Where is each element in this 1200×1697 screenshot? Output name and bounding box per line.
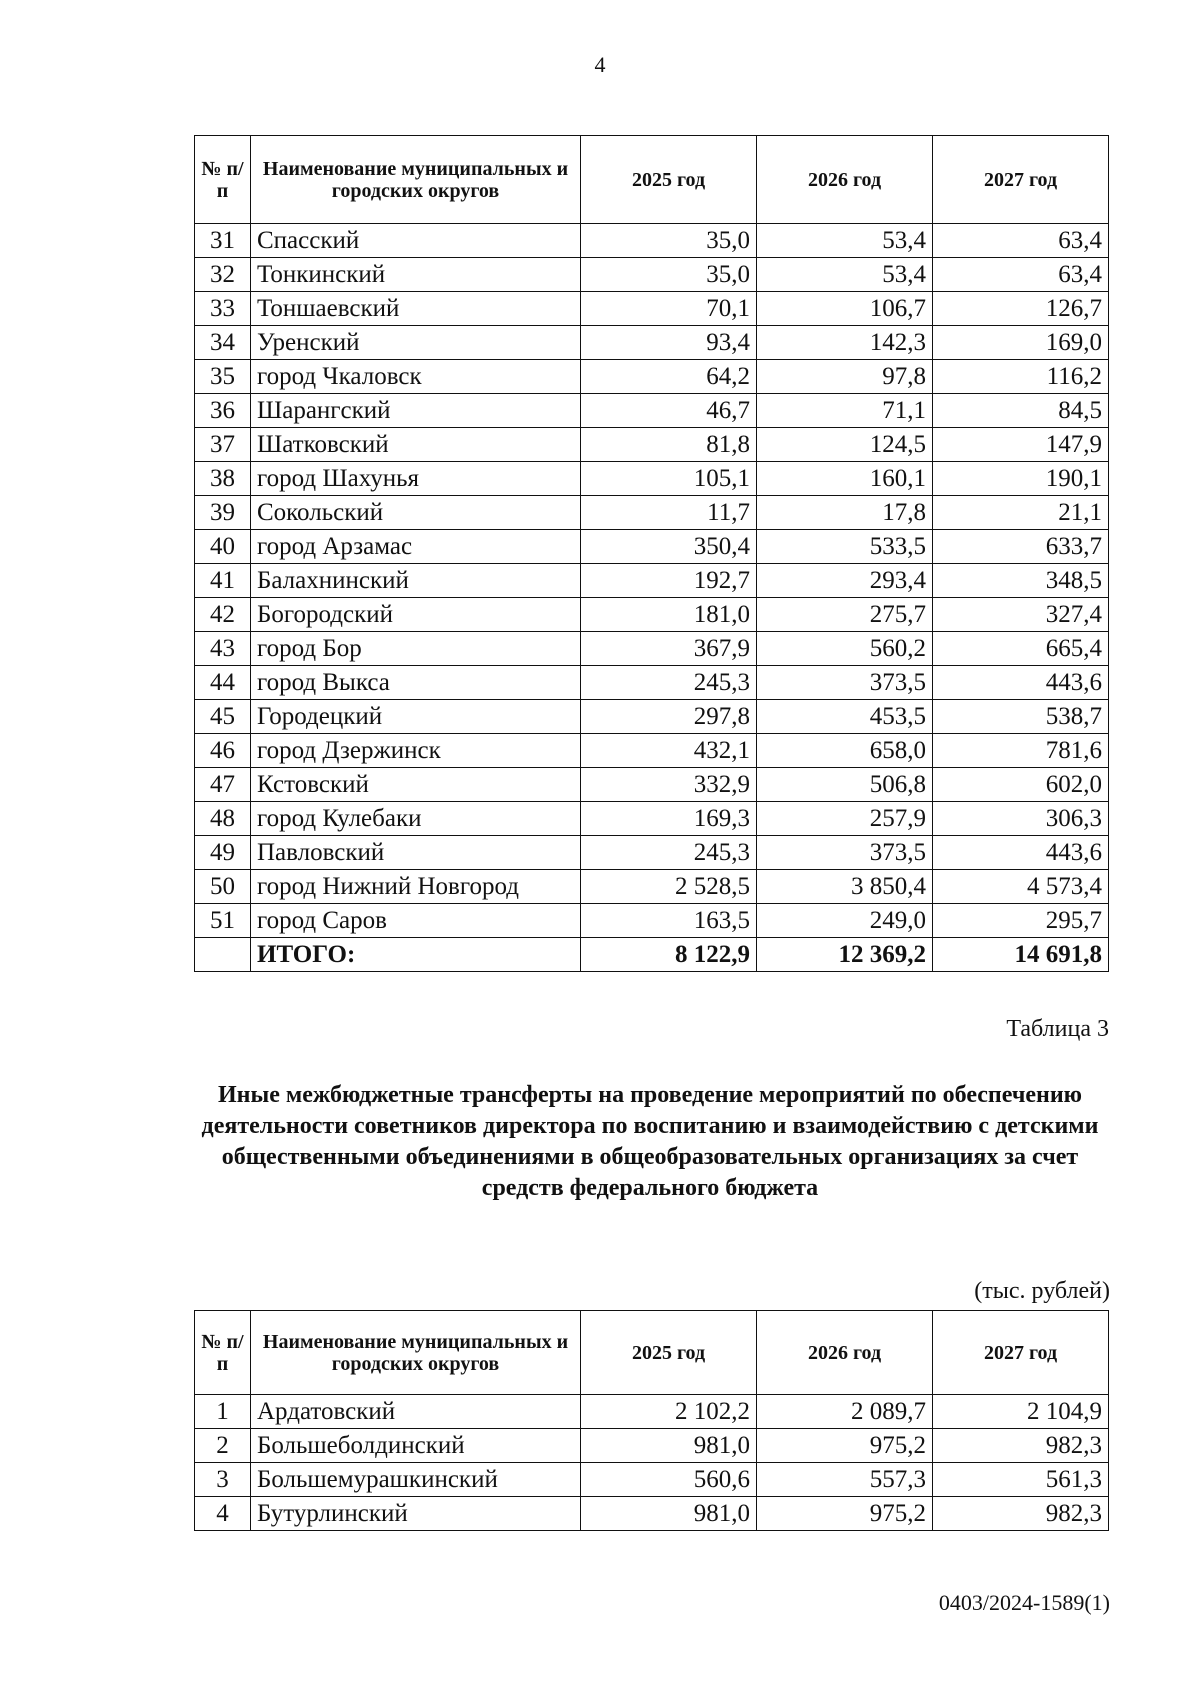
row-number: 32	[195, 258, 251, 292]
value-2025: 2 102,2	[581, 1395, 757, 1429]
value-2026: 249,0	[757, 904, 933, 938]
value-2027: 665,4	[933, 632, 1109, 666]
row-number: 45	[195, 700, 251, 734]
value-2027: 561,3	[933, 1463, 1109, 1497]
municipality-name: город Шахунья	[251, 462, 581, 496]
row-number: 50	[195, 870, 251, 904]
units-label: (тыс. рублей)	[974, 1278, 1110, 1304]
value-2025: 245,3	[581, 666, 757, 700]
value-2025: 560,6	[581, 1463, 757, 1497]
row-number: 44	[195, 666, 251, 700]
municipal-table-continued	[194, 135, 1109, 972]
municipality-name: Городецкий	[251, 700, 581, 734]
municipality-name: город Саров	[251, 904, 581, 938]
value-2025: 367,9	[581, 632, 757, 666]
table-row	[195, 836, 1109, 870]
header-no: № п/п	[195, 136, 251, 224]
total-2027: 14 691,8	[933, 938, 1109, 972]
value-2025: 297,8	[581, 700, 757, 734]
table-row	[195, 598, 1109, 632]
table-row	[195, 700, 1109, 734]
value-2026: 71,1	[757, 394, 933, 428]
value-2025: 105,1	[581, 462, 757, 496]
table-row	[195, 496, 1109, 530]
value-2026: 506,8	[757, 768, 933, 802]
municipality-name: Павловский	[251, 836, 581, 870]
municipality-name: Большеболдинский	[251, 1429, 581, 1463]
municipality-name: город Чкаловск	[251, 360, 581, 394]
value-2026: 97,8	[757, 360, 933, 394]
value-2027: 2 104,9	[933, 1395, 1109, 1429]
municipality-name: Спасский	[251, 224, 581, 258]
municipality-name: Большемурашкинский	[251, 1463, 581, 1497]
value-2025: 181,0	[581, 598, 757, 632]
value-2025: 981,0	[581, 1429, 757, 1463]
total-2026: 12 369,2	[757, 938, 933, 972]
table-row	[195, 768, 1109, 802]
value-2027: 4 573,4	[933, 870, 1109, 904]
row-number: 31	[195, 224, 251, 258]
value-2027: 443,6	[933, 836, 1109, 870]
value-2027: 781,6	[933, 734, 1109, 768]
row-number: 1	[195, 1395, 251, 1429]
header-2026: 2026 год	[757, 136, 933, 224]
row-number: 34	[195, 326, 251, 360]
table-row	[195, 258, 1109, 292]
value-2026: 373,5	[757, 666, 933, 700]
municipality-name: Шатковский	[251, 428, 581, 462]
row-number: 36	[195, 394, 251, 428]
table-row	[195, 632, 1109, 666]
table-label: Таблица 3	[1006, 1016, 1109, 1042]
row-number: 51	[195, 904, 251, 938]
value-2026: 106,7	[757, 292, 933, 326]
row-number: 39	[195, 496, 251, 530]
table-row	[195, 564, 1109, 598]
table-row	[195, 1497, 1109, 1531]
value-2025: 35,0	[581, 258, 757, 292]
value-2025: 432,1	[581, 734, 757, 768]
value-2026: 160,1	[757, 462, 933, 496]
value-2025: 350,4	[581, 530, 757, 564]
table-header-row	[195, 136, 1109, 224]
table-row	[195, 870, 1109, 904]
row-number: 4	[195, 1497, 251, 1531]
row-number: 33	[195, 292, 251, 326]
value-2025: 81,8	[581, 428, 757, 462]
table-row	[195, 530, 1109, 564]
value-2026: 293,4	[757, 564, 933, 598]
value-2026: 975,2	[757, 1497, 933, 1531]
value-2027: 602,0	[933, 768, 1109, 802]
municipality-name: Ардатовский	[251, 1395, 581, 1429]
table-header-row	[195, 1311, 1109, 1395]
row-number: 38	[195, 462, 251, 496]
row-number: 41	[195, 564, 251, 598]
header-no: № п/п	[195, 1311, 251, 1395]
value-2026: 975,2	[757, 1429, 933, 1463]
value-2027: 126,7	[933, 292, 1109, 326]
table-row	[195, 462, 1109, 496]
value-2027: 306,3	[933, 802, 1109, 836]
value-2026: 275,7	[757, 598, 933, 632]
value-2025: 70,1	[581, 292, 757, 326]
total-row	[195, 938, 1109, 972]
row-number: 47	[195, 768, 251, 802]
municipality-name: город Бор	[251, 632, 581, 666]
row-number: 37	[195, 428, 251, 462]
value-2026: 557,3	[757, 1463, 933, 1497]
value-2027: 348,5	[933, 564, 1109, 598]
value-2025: 64,2	[581, 360, 757, 394]
municipality-name: Шарангский	[251, 394, 581, 428]
municipality-name: город Выкса	[251, 666, 581, 700]
municipality-name: Сокольский	[251, 496, 581, 530]
table-row	[195, 1429, 1109, 1463]
municipality-name: Тоншаевский	[251, 292, 581, 326]
municipality-name: Богородский	[251, 598, 581, 632]
value-2027: 633,7	[933, 530, 1109, 564]
table-row	[195, 224, 1109, 258]
table-row	[195, 1463, 1109, 1497]
table-row	[195, 1395, 1109, 1429]
table-row	[195, 326, 1109, 360]
value-2027: 63,4	[933, 258, 1109, 292]
value-2026: 2 089,7	[757, 1395, 933, 1429]
value-2027: 169,0	[933, 326, 1109, 360]
value-2025: 245,3	[581, 836, 757, 870]
value-2027: 295,7	[933, 904, 1109, 938]
value-2026: 53,4	[757, 224, 933, 258]
row-number: 40	[195, 530, 251, 564]
row-number: 35	[195, 360, 251, 394]
value-2026: 3 850,4	[757, 870, 933, 904]
municipality-name: Уренский	[251, 326, 581, 360]
value-2026: 453,5	[757, 700, 933, 734]
value-2026: 53,4	[757, 258, 933, 292]
header-2027: 2027 год	[933, 136, 1109, 224]
value-2026: 560,2	[757, 632, 933, 666]
table-row	[195, 802, 1109, 836]
row-number: 46	[195, 734, 251, 768]
value-2025: 163,5	[581, 904, 757, 938]
municipality-name: Бутурлинский	[251, 1497, 581, 1531]
value-2026: 142,3	[757, 326, 933, 360]
value-2027: 84,5	[933, 394, 1109, 428]
value-2027: 21,1	[933, 496, 1109, 530]
municipality-name: Балахнинский	[251, 564, 581, 598]
table-row	[195, 360, 1109, 394]
value-2025: 35,0	[581, 224, 757, 258]
value-2026: 124,5	[757, 428, 933, 462]
row-number: 48	[195, 802, 251, 836]
value-2027: 982,3	[933, 1497, 1109, 1531]
value-2027: 982,3	[933, 1429, 1109, 1463]
table-title: Иные межбюджетные трансферты на проведение мероприятий по обеспечению деятельности советников директора по воспитанию и взаимодействию с детскими общественными объединениями в общеобразовательных организациях за счет средств федерального бюджета	[201, 1082, 1099, 1201]
value-2025: 11,7	[581, 496, 757, 530]
total-label: ИТОГО:	[251, 938, 581, 972]
table-row	[195, 666, 1109, 700]
municipality-name: город Нижний Новгород	[251, 870, 581, 904]
value-2027: 63,4	[933, 224, 1109, 258]
header-2025: 2025 год	[581, 136, 757, 224]
value-2026: 373,5	[757, 836, 933, 870]
header-2027: 2027 год	[933, 1311, 1109, 1395]
header-name: Наименование муниципальных и городских округов	[251, 1311, 581, 1395]
row-number: 42	[195, 598, 251, 632]
value-2027: 443,6	[933, 666, 1109, 700]
document-code: 0403/2024-1589(1)	[938, 1590, 1110, 1615]
value-2025: 332,9	[581, 768, 757, 802]
municipality-name: Тонкинский	[251, 258, 581, 292]
value-2027: 190,1	[933, 462, 1109, 496]
value-2027: 147,9	[933, 428, 1109, 462]
table-row	[195, 428, 1109, 462]
value-2025: 46,7	[581, 394, 757, 428]
table-row	[195, 394, 1109, 428]
municipality-name: город Арзамас	[251, 530, 581, 564]
value-2026: 17,8	[757, 496, 933, 530]
value-2025: 169,3	[581, 802, 757, 836]
table-row	[195, 292, 1109, 326]
value-2025: 981,0	[581, 1497, 757, 1531]
transfers-table	[194, 1310, 1109, 1531]
header-2026: 2026 год	[757, 1311, 933, 1395]
value-2027: 116,2	[933, 360, 1109, 394]
page-number: 4	[594, 52, 606, 77]
value-2026: 658,0	[757, 734, 933, 768]
row-number: 3	[195, 1463, 251, 1497]
total-no	[195, 938, 251, 972]
row-number: 2	[195, 1429, 251, 1463]
header-name: Наименование муниципальных и городских округов	[251, 136, 581, 224]
value-2025: 192,7	[581, 564, 757, 598]
table-row	[195, 734, 1109, 768]
header-2025: 2025 год	[581, 1311, 757, 1395]
table-row	[195, 904, 1109, 938]
municipality-name: Кстовский	[251, 768, 581, 802]
value-2025: 2 528,5	[581, 870, 757, 904]
value-2027: 327,4	[933, 598, 1109, 632]
municipality-name: город Дзержинск	[251, 734, 581, 768]
value-2027: 538,7	[933, 700, 1109, 734]
municipality-name: город Кулебаки	[251, 802, 581, 836]
row-number: 49	[195, 836, 251, 870]
row-number: 43	[195, 632, 251, 666]
value-2026: 533,5	[757, 530, 933, 564]
value-2026: 257,9	[757, 802, 933, 836]
value-2025: 93,4	[581, 326, 757, 360]
total-2025: 8 122,9	[581, 938, 757, 972]
